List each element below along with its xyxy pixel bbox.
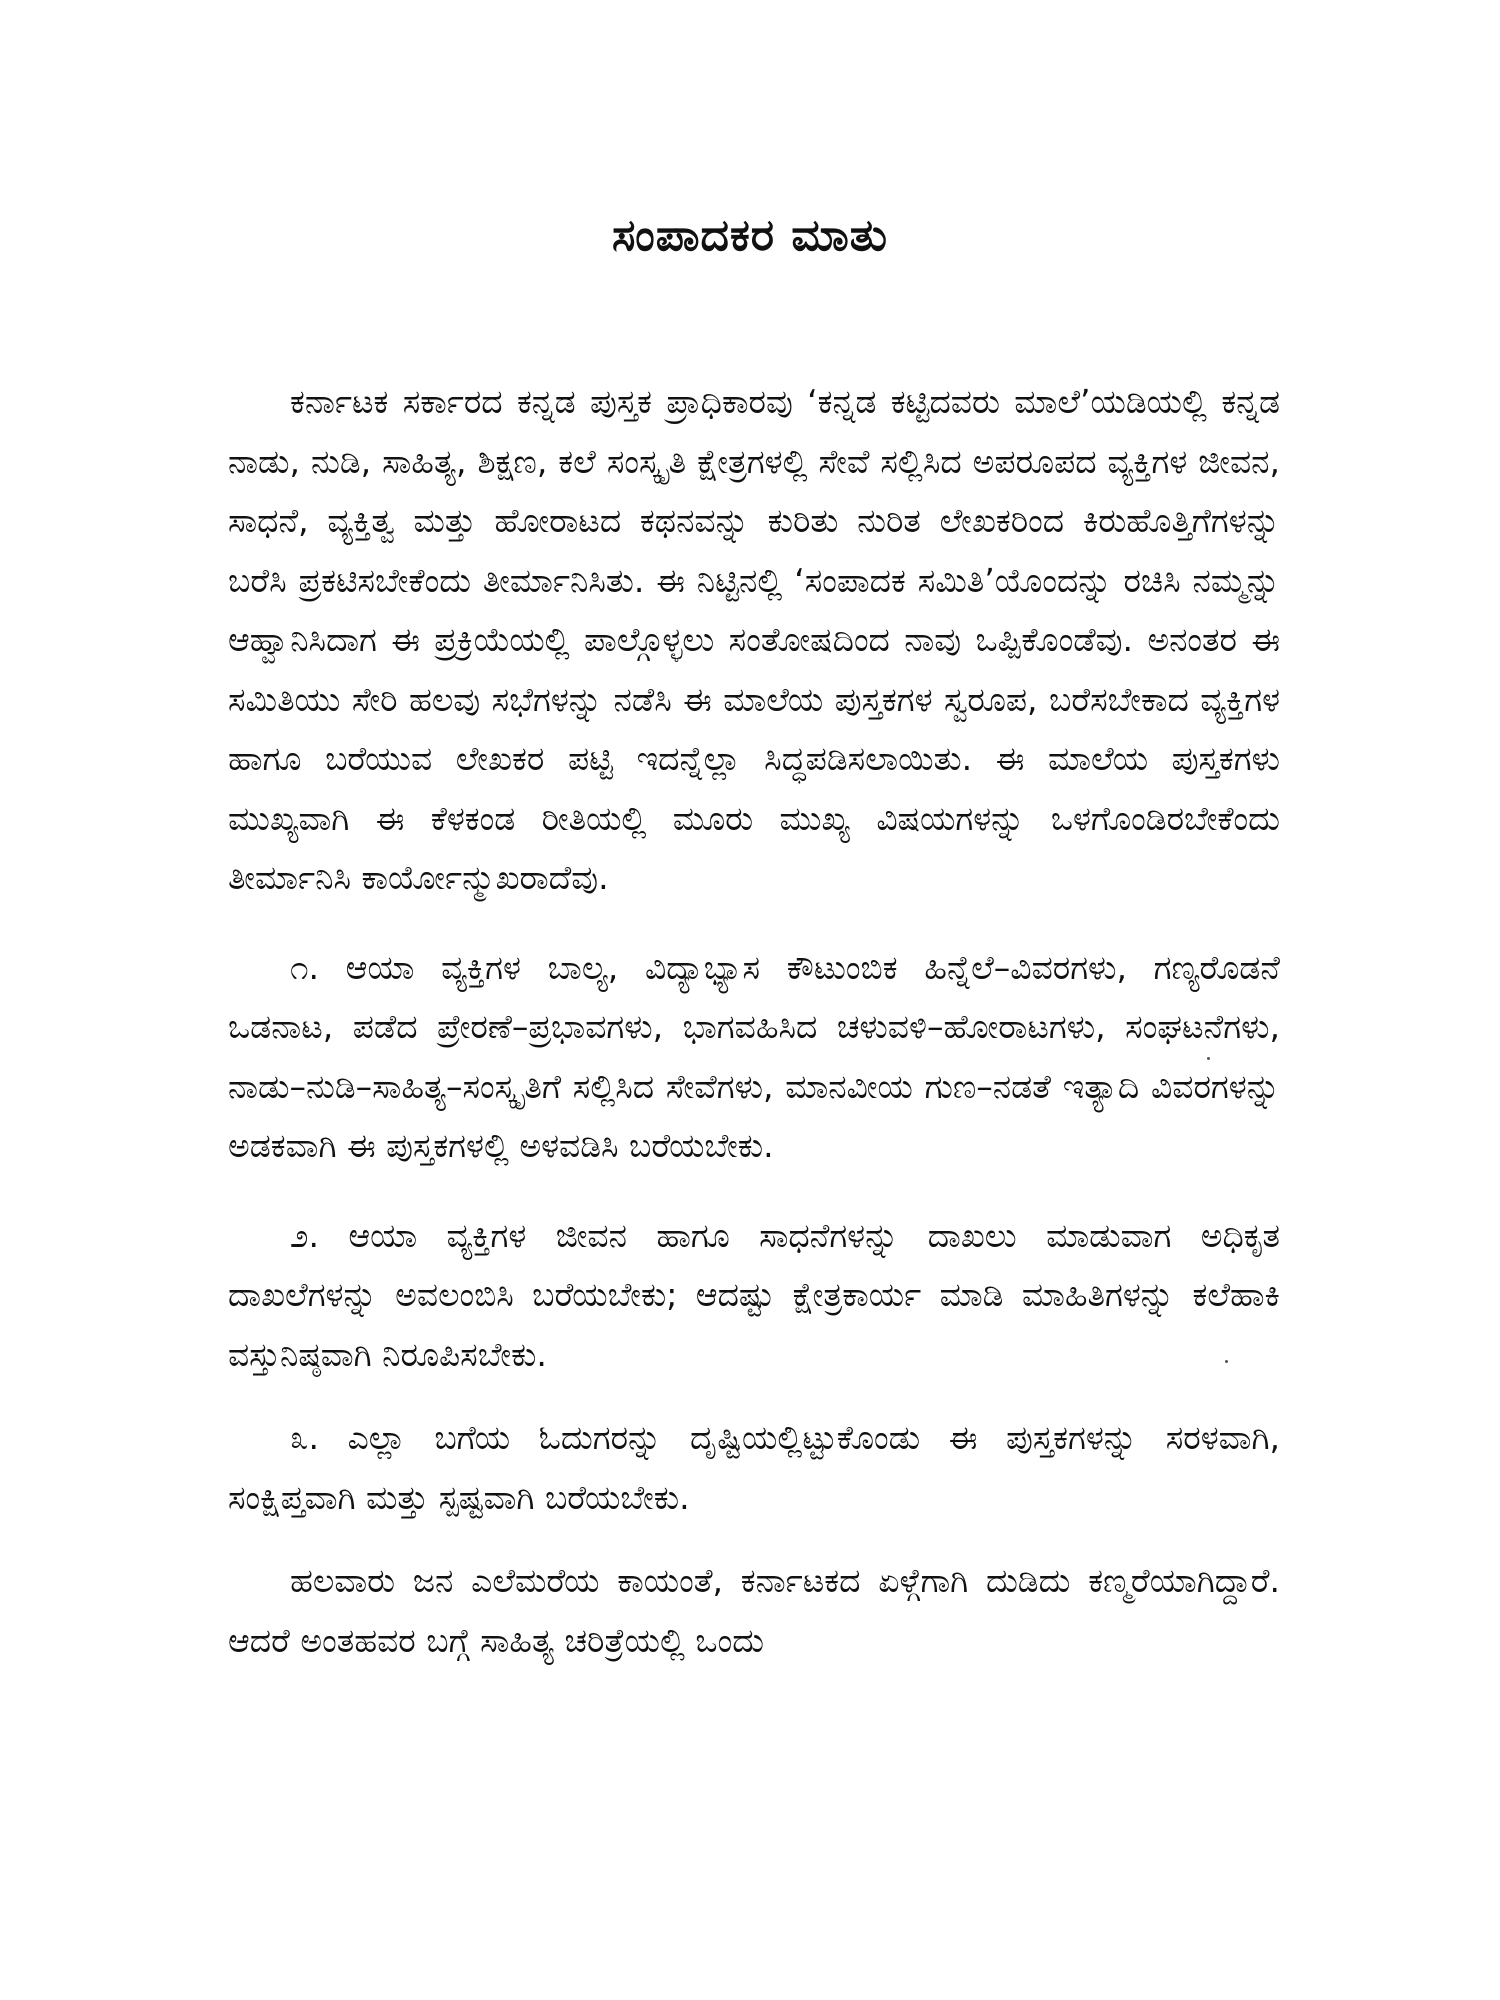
paragraph-closing: ಹಲವಾರು ಜನ ಎಲೆಮರೆಯ ಕಾಯಂತೆ, ಕರ್ನಾಟಕದ ಏಳ್ಗೆಗಾಗಿ ದುಡಿದು ಕಣ್ಮರೆಯಾಗಿದ್ದಾರೆ. ಆದರೆ ಅಂತಹವರ ಬಗ್ಗೆ ಸಾಹಿತ್ಯ ಚರಿತ್ರೆಯಲ್ಲಿ ಒಂದು <box>228 1561 1280 1660</box>
body-text <box>228 372 1280 1670</box>
scan-speck <box>1225 1360 1228 1363</box>
paragraph-intro: ಕರ್ನಾಟಕ ಸರ್ಕಾರದ ಕನ್ನಡ ಪುಸ್ತಕ ಪ್ರಾಧಿಕಾರವು ‘ಕನ್ನಡ ಕಟ್ಟಿದವರು ಮಾಲೆ’ಯಡಿಯಲ್ಲಿ ಕನ್ನಡ ನಾಡು, ನುಡಿ, ಸಾಹಿತ್ಯ, ಶಿಕ್ಷಣ, ಕಲೆ ಸಂಸ್ಕೃತಿ ಕ್ಷೇತ್ರಗಳಲ್ಲಿ ಸೇವೆ ಸಲ್ಲಿಸಿದ ಅಪರೂಪದ ವ್ಯಕ್ತಿಗಳ ಜೀವನ, ಸಾಧನೆ, ವ್ಯಕ್ತಿತ್ವ ಮತ್ತು ಹೋರಾಟದ ಕಥನವನ್ನು ಕುರಿತು ನುರಿತ ಲೇಖಕರಿಂದ ಕಿರುಹೊತ್ತಿಗೆಗಳನ್ನು ಬರೆಸಿ ಪ್ರಕಟಿಸಬೇಕೆಂದು ತೀರ್ಮಾನಿಸಿತು. ಈ ನಿಟ್ಟಿನಲ್ಲಿ ‘ಸಂಪಾದಕ ಸಮಿತಿ’ಯೊಂದನ್ನು ರಚಿಸಿ ನಮ್ಮನ್ನು ಆಹ್ವಾನಿಸಿದಾಗ ಈ ಪ್ರಕ್ರಿಯೆಯಲ್ಲಿ ಪಾಲ್ಗೊಳ್ಳಲು ಸಂತೋಷದಿಂದ ನಾವು ಒಪ್ಪಿಕೊಂಡೆವು. ಅನಂತರ ಈ ಸಮಿತಿಯು ಸೇರಿ ಹಲವು ಸಭೆಗಳನ್ನು ನಡೆಸಿ ಈ ಮಾಲೆಯ ಪುಸ್ತಕಗಳ ಸ್ವರೂಪ, ಬರೆಸಬೇಕಾದ ವ್ಯಕ್ತಿಗಳ ಹಾಗೂ ಬರೆಯುವ ಲೇಖಕರ ಪಟ್ಟಿ ಇದನ್ನೆಲ್ಲಾ ಸಿದ್ಧಪಡಿಸಲಾಯಿತು. ಈ ಮಾಲೆಯ ಪುಸ್ತಕಗಳು ಮುಖ್ಯವಾಗಿ ಈ ಕೆಳಕಂಡ ರೀತಿಯಲ್ಲಿ ಮೂರು ಮುಖ್ಯ ವಿಷಯಗಳನ್ನು ಒಳಗೊಂಡಿರಬೇಕೆಂದು ತೀರ್ಮಾನಿಸಿ ಕಾರ್ಯೋನ್ಮುಖರಾದೆವು. <box>228 382 1280 897</box>
paragraph-point-3: ೩. ಎಲ್ಲಾ ಬಗೆಯ ಓದುಗರನ್ನು ದೃಷ್ಟಿಯಲ್ಲಿಟ್ಟುಕೊಂಡು ಈ ಪುಸ್ತಕಗಳನ್ನು ಸರಳವಾಗಿ, ಸಂಕ್ಷಿಪ್ತವಾಗಿ ಮತ್ತು ಸ್ಪಷ್ಟವಾಗಿ ಬರೆಯಬೇಕು. <box>228 1418 1280 1517</box>
scan-speck <box>1207 1057 1210 1060</box>
page-title: ಸಂಪಾದಕರ ಮಾತು <box>611 210 889 261</box>
paragraph-point-2: ೨. ಆಯಾ ವ್ಯಕ್ತಿಗಳ ಜೀವನ ಹಾಗೂ ಸಾಧನೆಗಳನ್ನು ದಾಖಲು ಮಾಡುವಾಗ ಅಧಿಕೃತ ದಾಖಲೆಗಳನ್ನು ಅವಲಂಬಿಸಿ ಬರೆಯಬೇಕು; ಆದಷ್ಟು ಕ್ಷೇತ್ರಕಾರ್ಯ ಮಾಡಿ ಮಾಹಿತಿಗಳನ್ನು ಕಲೆಹಾಕಿ ವಸ್ತುನಿಷ್ಠವಾಗಿ ನಿರೂಪಿಸಬೇಕು. <box>228 1215 1280 1374</box>
paragraph-point-1: ೧. ಆಯಾ ವ್ಯಕ್ತಿಗಳ ಬಾಲ್ಯ, ವಿದ್ಯಾಭ್ಯಾಸ ಕೌಟುಂಬಿಕ ಹಿನ್ನೆಲೆ–ವಿವರಗಳು, ಗಣ್ಯರೊಡನೆ ಒಡನಾಟ, ಪಡೆದ ಪ್ರೇರಣೆ–ಪ್ರಭಾವಗಳು, ಭಾಗವಹಿಸಿದ ಚಳುವಳಿ–ಹೋರಾಟಗಳು, ಸಂಘಟನೆಗಳು, ನಾಡು–ನುಡಿ–ಸಾಹಿತ್ಯ–ಸಂಸ್ಕೃತಿಗೆ ಸಲ್ಲಿಸಿದ ಸೇವೆಗಳು, ಮಾನವೀಯ ಗುಣ–ನಡತೆ ಇತ್ಯಾದಿ ವಿವರಗಳನ್ನು ಅಡಕವಾಗಿ ಈ ಪುಸ್ತಕಗಳಲ್ಲಿ ಅಳವಡಿಸಿ ಬರೆಯಬೇಕು. <box>228 947 1280 1165</box>
